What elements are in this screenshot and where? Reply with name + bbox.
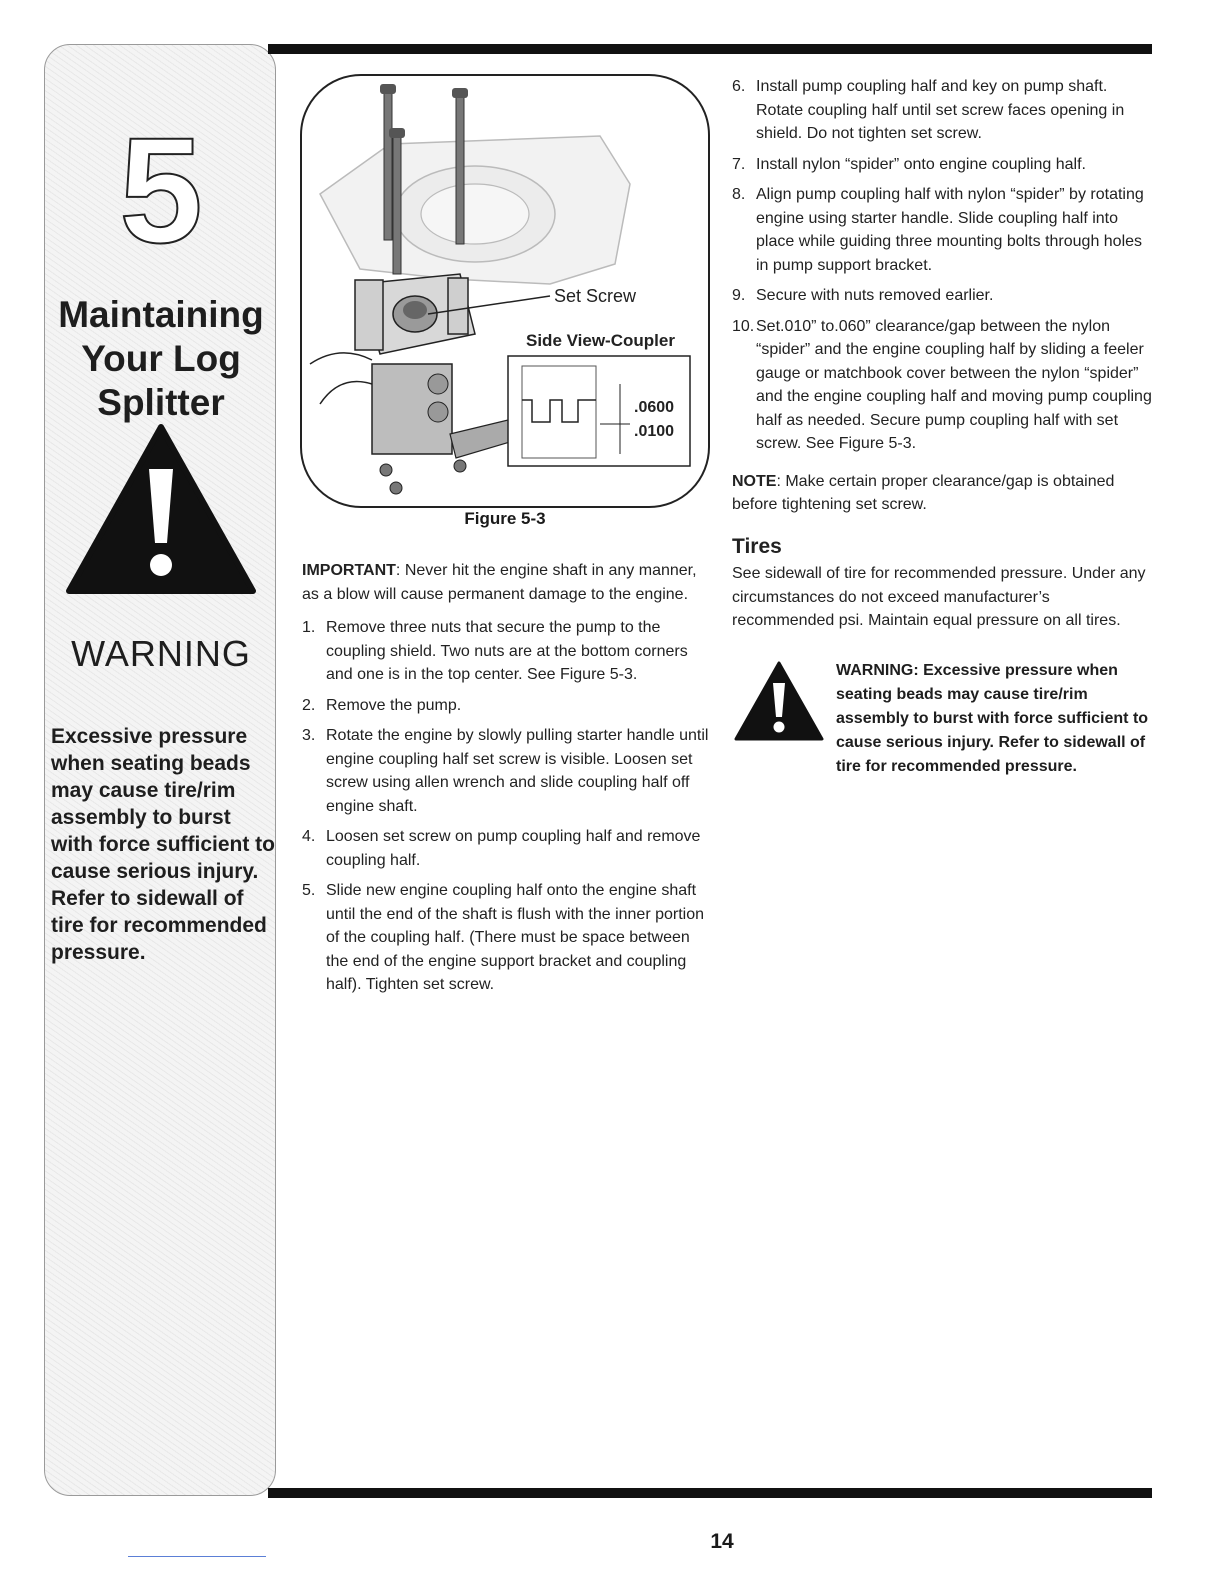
warning-line: pressure. bbox=[51, 941, 146, 964]
step-text: Slide new engine coupling half onto the engine shaft until the end of the shaft is flush with the inner portion of the coupling half. (There must be space between the end of the engine support bracket and coupling half). Tighten set screw. bbox=[326, 882, 705, 993]
warning-line: tire for recommended bbox=[51, 914, 267, 937]
list-item bbox=[302, 879, 714, 997]
list-item bbox=[302, 724, 714, 818]
steps-list bbox=[732, 75, 1152, 456]
tire-warning bbox=[732, 659, 1152, 779]
list-item bbox=[302, 694, 714, 718]
figure-caption: Figure 5-3 bbox=[464, 509, 546, 528]
step-number: 5. bbox=[302, 882, 316, 899]
step-text: Secure with nuts removed earlier. bbox=[756, 287, 994, 304]
important-text: : Never hit the engine shaft in any manner, as a blow will cause permanent damage to the engine. bbox=[302, 562, 697, 603]
step-text: Install pump coupling half and key on pump shaft. Rotate coupling half until set screw faces opening in shield. Do not tighten set screw. bbox=[756, 78, 1125, 142]
set-screw-label: Set Screw bbox=[554, 286, 637, 306]
chapter-number: 5 bbox=[119, 106, 203, 274]
important-paragraph bbox=[302, 559, 714, 606]
warning-triangle-icon bbox=[732, 659, 826, 743]
step-number: 1. bbox=[302, 619, 316, 636]
warning-line: cause serious injury. bbox=[51, 860, 259, 883]
list-item bbox=[732, 183, 1152, 277]
right-column bbox=[732, 75, 1152, 779]
footer-divider bbox=[128, 1556, 266, 1557]
bottom-rule bbox=[268, 1488, 1152, 1498]
step-text: Align pump coupling half with nylon “spider” by rotating engine using starter handle. Slide coupling half into place while guiding three mounting bolts through holes in pump support bracket. bbox=[756, 186, 1144, 274]
warning-line: Excessive pressure bbox=[51, 725, 248, 748]
warning-title: WARNING bbox=[71, 633, 251, 674]
step-number: 9. bbox=[732, 287, 746, 304]
chapter-title bbox=[45, 293, 277, 425]
step-number: 4. bbox=[302, 828, 316, 845]
list-item bbox=[732, 315, 1152, 456]
dimension-label: .0600 bbox=[634, 399, 675, 416]
chapter-title-line: Your Log bbox=[81, 338, 241, 379]
step-number: 2. bbox=[302, 696, 316, 714]
list-item bbox=[302, 825, 714, 872]
step-text: Rotate the engine by slowly pulling starter handle until engine coupling half set screw is visible. Loosen set screw using allen wrench and slide coupling half off engine shaft. bbox=[326, 727, 709, 815]
important-label: IMPORTANT bbox=[302, 562, 396, 579]
step-text: Set.010” to.060” clearance/gap between the nylon “spider” and the engine coupling half by sliding a feeler gauge or matchbook cover between the nylon “spider” and the engine coupling half and moving pump coupling half as needed. Secure pump coupling half with set screw. See Figure 5-3. bbox=[756, 317, 1152, 452]
step-text: Loosen set screw on pump coupling half and remove coupling half. bbox=[326, 828, 701, 869]
note-label: NOTE bbox=[732, 472, 777, 490]
tires-heading: Tires bbox=[732, 534, 782, 558]
list-item bbox=[732, 153, 1152, 177]
side-view-label: Side View-Coupler bbox=[526, 331, 675, 350]
list-item bbox=[732, 284, 1152, 308]
steps-list bbox=[302, 616, 714, 997]
step-number: 6. bbox=[732, 78, 746, 95]
top-rule bbox=[268, 44, 1152, 54]
warning-text bbox=[51, 723, 275, 966]
page-number: 14 bbox=[710, 1530, 734, 1553]
step-text: Remove three nuts that secure the pump to the coupling shield. Two nuts are at the bottom corners and one is in the top center. See Figure 5-3. bbox=[326, 619, 688, 683]
warning-line: may cause tire/rim bbox=[51, 779, 236, 802]
coupling-figure bbox=[300, 74, 710, 508]
list-item bbox=[732, 75, 1152, 146]
warning-line: Refer to sidewall of bbox=[51, 887, 244, 910]
warning-triangle-icon bbox=[63, 421, 259, 597]
chapter-title-line: Maintaining bbox=[58, 294, 264, 335]
warning-line: with force sufficient to bbox=[51, 833, 276, 856]
list-item bbox=[302, 616, 714, 687]
step-number: 3. bbox=[302, 727, 316, 744]
step-number: 7. bbox=[732, 155, 746, 173]
left-column bbox=[302, 559, 714, 1004]
tires-paragraph: See sidewall of tire for recommended pressure. Under any circumstances do not exceed manufacturer’s recommended psi. Maintain equal pressure on all tires. bbox=[732, 565, 1146, 629]
note-text: : Make certain proper clearance/gap is obtained before tightening set screw. bbox=[732, 472, 1115, 513]
step-text: Remove the pump. bbox=[326, 696, 462, 714]
step-number: 8. bbox=[732, 186, 746, 203]
chapter-sidebar bbox=[44, 44, 276, 1496]
warning-line: when seating beads bbox=[51, 752, 251, 775]
chapter-title-line: Splitter bbox=[97, 382, 225, 423]
warning-line: assembly to burst bbox=[51, 806, 231, 829]
note-paragraph bbox=[732, 470, 1152, 517]
dimension-label: .0100 bbox=[634, 423, 675, 440]
step-text: Install nylon “spider” onto engine coupling half. bbox=[756, 155, 1086, 173]
tire-warning-text: WARNING: Excessive pressure when seating beads may cause tire/rim assembly to burst with force sufficient to cause serious injury. Refer to sidewall of tire for recommended pressure. bbox=[836, 661, 1149, 775]
step-number: 10. bbox=[732, 317, 755, 335]
